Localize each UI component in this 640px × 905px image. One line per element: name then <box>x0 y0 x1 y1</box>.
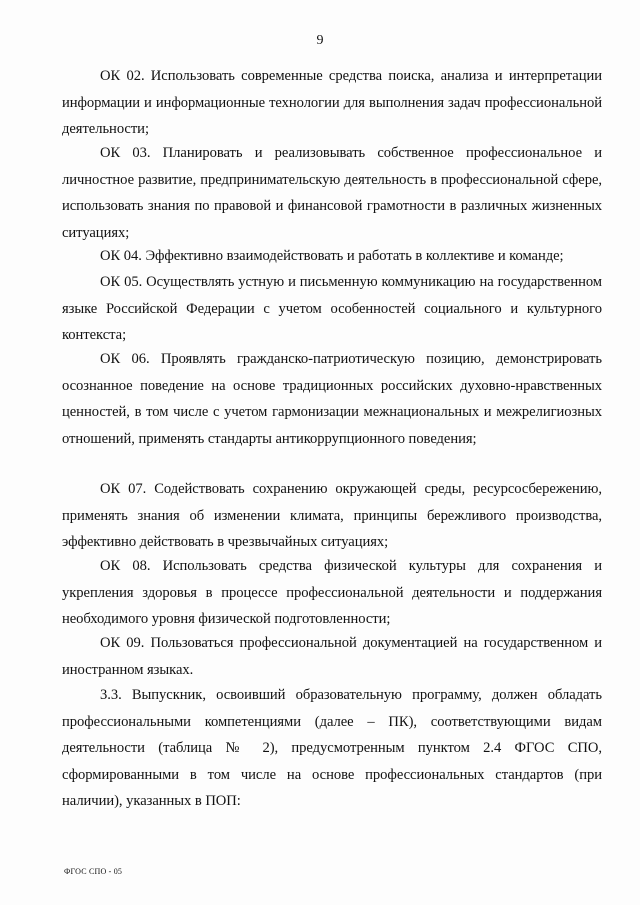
page-footer: ФГОС СПО - 05 <box>64 867 123 876</box>
paragraph-ok-05: ОК 05. Осуществлять устную и письменную коммуникацию на государственном языке Российской Федерации с учетом особенностей социального и культурного контекста; <box>62 274 602 343</box>
paragraph-ok-08: ОК 08. Использовать средства физической культуры для сохранения и укрепления здоровья в процессе профессиональной деятельности и поддержания необходимого уровня физической подготовленности; <box>62 558 602 627</box>
paragraph-ok-06: ОК 06. Проявлять гражданско-патриотическую позицию, демонстрировать осознанное поведение на основе традиционных российских духовно-нравственных ценностей, в том числе с учетом гармонизации межнациональных и межрелигиозных отношений, применять стандарты антикоррупционного поведения; <box>62 351 602 447</box>
paragraph-3-3: 3.3. Выпускник, освоивший образовательную программу, должен обладать профессиональными компетенциями (далее – ПК), соответствующими видам деятельности (таблица № 2), предусмотренным пунктом 2.4 ФГОС СПО, сформированными в том числе на основе профессиональных стандартов (при наличии), указанных в ПОП: <box>62 687 602 809</box>
page-number: 9 <box>316 33 324 48</box>
paragraph-ok-07: ОК 07. Содействовать сохранению окружающей среды, ресурсосбережению, применять знания об изменении климата, принципы бережливого производства, эффективно действовать в чрезвычайных ситуациях; <box>62 481 602 550</box>
paragraph-ok-04: ОК 04. Эффективно взаимодействовать и работать в коллективе и команде; <box>100 248 564 264</box>
paragraph-ok-02: ОК 02. Использовать современные средства поиска, анализа и интерпретации информации и информационные технологии для выполнения задач профессиональной деятельности; <box>62 68 602 137</box>
paragraph-ok-09: ОК 09. Пользоваться профессиональной документацией на государственном и иностранном языках. <box>62 635 602 678</box>
paragraph-ok-03: ОК 03. Планировать и реализовывать собственное профессиональное и личностное развитие, предпринимательскую деятельность в профессиональной сфере, использовать знания по правовой и финансовой грамотности в различных жизненных ситуациях; <box>62 145 602 241</box>
